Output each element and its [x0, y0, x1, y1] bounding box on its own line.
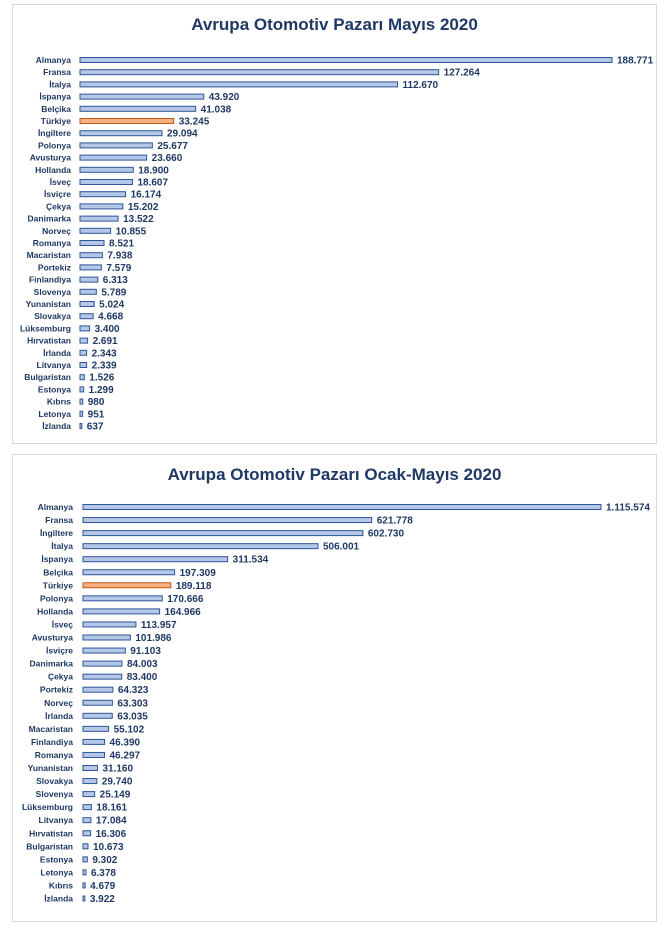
bar [80, 94, 204, 99]
value-label: 2.691 [92, 336, 118, 348]
category-label: Polonya [37, 140, 71, 151]
category-label: İngiltere [39, 528, 73, 539]
category-label: Türkiye [42, 580, 73, 591]
value-label: 63.303 [117, 698, 148, 710]
category-label: Çekya [47, 671, 73, 682]
bar [83, 792, 95, 797]
value-label: 8.521 [109, 238, 135, 250]
bar [80, 155, 147, 160]
bar [83, 505, 601, 510]
value-label: 1.526 [89, 372, 115, 384]
bar [83, 674, 122, 679]
value-label: 9.302 [92, 854, 118, 866]
bar [80, 204, 123, 209]
value-label: 637 [86, 421, 104, 433]
category-label: Estonya [37, 384, 71, 395]
bar [80, 350, 87, 355]
category-label: Macaristan [28, 723, 73, 734]
bar [80, 58, 612, 63]
bar [80, 375, 84, 380]
value-label: 980 [87, 397, 105, 409]
category-label: Belçika [41, 103, 71, 114]
value-label: 83.400 [126, 672, 158, 684]
bar [80, 167, 133, 172]
value-label: 5.024 [99, 299, 125, 311]
bar [83, 857, 87, 862]
category-label: Litvanya [36, 360, 71, 370]
bar [80, 253, 102, 258]
category-label: Danimarka [29, 658, 73, 669]
value-label: 4.668 [98, 311, 124, 323]
value-label: 1.115.574 [606, 502, 650, 514]
value-label: 16.174 [130, 189, 162, 201]
bar [83, 779, 97, 784]
chart-panel-jan-may-2020 [12, 454, 657, 922]
bar [83, 557, 228, 562]
value-label: 15.202 [127, 201, 159, 213]
category-label: Belçika [43, 567, 73, 578]
category-label: Norveç [42, 225, 71, 236]
category-label: Kıbrıs [48, 880, 73, 891]
category-label: Hırvatistan [27, 335, 71, 346]
category-label: Slovenya [33, 286, 71, 297]
bar [83, 766, 97, 771]
value-label: 127.264 [443, 67, 480, 79]
value-label: 46.390 [109, 737, 141, 749]
value-label: 29.740 [101, 776, 133, 788]
bar [80, 241, 104, 246]
category-label: Finlandiya [30, 736, 73, 747]
category-label: Hollanda [35, 164, 71, 175]
value-label: 4.679 [90, 880, 116, 892]
value-label: 506.001 [322, 541, 360, 553]
value-label: 16.306 [95, 828, 127, 840]
bar [80, 338, 88, 343]
bar [83, 687, 113, 692]
bar [80, 302, 94, 307]
bar [80, 192, 126, 197]
bar [83, 531, 363, 536]
bar [80, 216, 118, 221]
value-label: 18.607 [137, 177, 169, 189]
category-label: İsviçre [44, 189, 71, 200]
bar [83, 544, 318, 549]
bar [80, 289, 96, 294]
bar [83, 883, 85, 888]
value-label: 43.920 [208, 92, 240, 104]
value-label: 112.670 [402, 79, 439, 91]
category-label: İsviçre [46, 645, 73, 656]
value-label: 6.313 [102, 275, 128, 287]
value-label: 46.297 [109, 750, 141, 762]
bar [80, 143, 152, 148]
category-label: Portekiz [37, 262, 71, 273]
bar-highlight [83, 583, 171, 588]
bar [80, 277, 98, 282]
category-label: İsveç [51, 619, 73, 630]
value-label: 1.299 [88, 384, 114, 396]
category-label: Romanya [32, 238, 71, 248]
category-label: Çekya [45, 201, 71, 212]
value-label: 113.957 [140, 619, 177, 631]
value-label: 188.771 [617, 55, 654, 67]
bar [83, 726, 109, 731]
value-label: 311.534 [232, 554, 269, 566]
category-label: Portekiz [39, 684, 73, 695]
category-label: İspanya [39, 91, 71, 102]
category-label: İngiltere [37, 128, 71, 139]
bar [80, 106, 196, 111]
category-label: Hırvatistan [29, 828, 73, 839]
value-label: 170.666 [167, 593, 204, 605]
category-label: Danimarka [27, 213, 71, 224]
value-label: 10.855 [115, 226, 147, 238]
value-label: 63.035 [117, 711, 148, 723]
value-label: 91.103 [130, 646, 161, 658]
category-label: Almanya [37, 502, 73, 512]
category-label: Slovakya [36, 776, 73, 787]
bar [83, 818, 91, 823]
chart-title: Avrupa Otomotiv Pazarı Mayıs 2020 [191, 15, 478, 34]
value-label: 33.245 [178, 116, 210, 128]
bar [83, 752, 104, 757]
category-label: Lüksemburg [19, 323, 71, 334]
category-label: Slovakya [34, 311, 71, 322]
value-label: 6.378 [90, 867, 116, 879]
category-label: Avusturya [31, 632, 73, 643]
category-label: Norveç [44, 697, 73, 708]
value-label: 84.003 [127, 659, 158, 671]
value-label: 189.118 [175, 580, 212, 592]
bar [83, 518, 372, 523]
category-label: Polonya [39, 593, 73, 604]
bar [80, 180, 132, 185]
bar [80, 363, 87, 368]
category-label: Estonya [39, 854, 73, 865]
value-label: 55.102 [113, 724, 145, 736]
value-label: 621.778 [376, 515, 413, 527]
bar [80, 70, 439, 75]
category-label: İtalya [49, 79, 71, 90]
category-label: Yunanistan [25, 299, 71, 309]
bar [80, 82, 398, 87]
category-label: İrlanda [43, 347, 71, 358]
bar [83, 896, 85, 901]
category-label: Finlandiya [28, 274, 71, 285]
value-label: 7.938 [107, 250, 133, 262]
category-label: Yunanistan [27, 763, 73, 773]
bar [83, 713, 112, 718]
bar [83, 648, 125, 653]
bar [83, 831, 91, 836]
category-label: Romanya [34, 749, 73, 760]
value-label: 17.084 [95, 815, 127, 827]
value-label: 3.400 [94, 323, 120, 335]
category-label: İsveç [49, 177, 71, 187]
value-label: 2.339 [91, 360, 117, 372]
value-label: 25.149 [99, 789, 131, 801]
value-label: 18.900 [138, 165, 169, 177]
bar [83, 870, 86, 875]
value-label: 3.922 [89, 894, 115, 905]
category-label: İzlanda [42, 421, 71, 431]
bar [83, 739, 105, 744]
category-label: İzlanda [44, 893, 73, 904]
category-label: İspanya [41, 554, 73, 565]
bar [83, 622, 136, 627]
bar-chart-may-2020 [13, 5, 658, 445]
value-label: 29.094 [166, 128, 198, 140]
bar [83, 596, 162, 601]
value-label: 23.660 [151, 153, 183, 165]
bar [80, 228, 111, 233]
bar [80, 131, 162, 136]
category-label: Fransa [45, 515, 73, 526]
value-label: 18.161 [96, 802, 128, 814]
category-label: Avusturya [29, 152, 71, 163]
category-label: Fransa [43, 67, 71, 78]
category-label: Bulgaristan [24, 372, 71, 383]
bar [83, 609, 160, 614]
bar [80, 399, 83, 404]
bar [83, 700, 112, 705]
bar [83, 844, 88, 849]
bar-highlight [80, 119, 174, 124]
value-label: 25.677 [157, 140, 188, 152]
category-label: Letonya [38, 408, 71, 419]
bar [80, 424, 82, 429]
bar [83, 805, 91, 810]
bar [80, 265, 101, 270]
category-label: Slovenya [35, 789, 73, 800]
value-label: 7.579 [106, 262, 132, 274]
bar [83, 570, 175, 575]
category-label: Hollanda [37, 606, 73, 617]
value-label: 197.309 [179, 567, 216, 579]
category-label: Bulgaristan [26, 841, 73, 852]
bar [80, 326, 90, 331]
chart-panel-may-2020 [12, 4, 657, 444]
bar [80, 314, 93, 319]
value-label: 602.730 [367, 528, 405, 540]
value-label: 951 [87, 409, 105, 421]
bar [83, 635, 130, 640]
value-label: 5.789 [101, 287, 127, 299]
category-label: Almanya [35, 55, 71, 65]
category-label: İrlanda [45, 710, 73, 721]
category-label: Litvanya [38, 815, 73, 826]
value-label: 13.522 [123, 214, 154, 226]
category-label: Macaristan [26, 250, 71, 261]
chart-title: Avrupa Otomotiv Pazarı Ocak-Mayıs 2020 [167, 465, 502, 484]
value-label: 10.673 [92, 841, 124, 853]
category-label: Letonya [40, 867, 73, 878]
bar [83, 661, 122, 666]
value-label: 31.160 [102, 763, 134, 775]
category-label: Türkiye [40, 116, 71, 126]
bar-chart-jan-may-2020 [13, 455, 658, 923]
bar [80, 411, 83, 416]
category-label: Kıbrıs [46, 396, 71, 407]
bar [80, 387, 84, 392]
category-label: İtalya [51, 541, 73, 552]
value-label: 41.038 [200, 104, 232, 116]
value-label: 2.343 [91, 348, 117, 360]
value-label: 164.966 [164, 606, 201, 618]
value-label: 101.986 [135, 633, 172, 644]
value-label: 64.323 [117, 685, 149, 697]
category-label: Lüksemburg [21, 802, 73, 813]
